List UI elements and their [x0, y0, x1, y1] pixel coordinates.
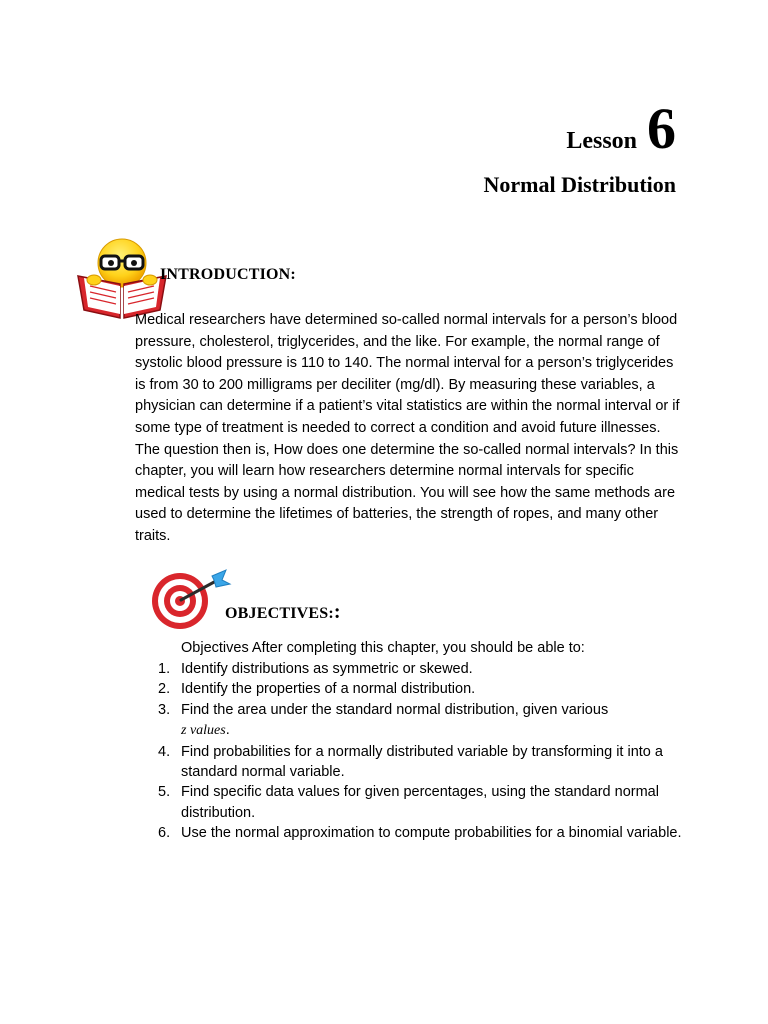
z-values-term: z values [181, 723, 226, 739]
lesson-word: Lesson [566, 128, 637, 154]
list-item-text: Find the area under the standard normal distribution, given various [181, 701, 609, 718]
z-values-period: . [225, 722, 230, 739]
list-item-number: 2. [158, 681, 171, 698]
objectives-heading-text: OBJECTIVES: [225, 605, 334, 622]
list-item [158, 782, 688, 823]
list-item-text: Identify distributions as symmetric or skewed. [181, 661, 473, 677]
list-item-text: Use the normal approximation to compute probabilities for a binomial variable. [181, 825, 682, 842]
list-item-text-wrap [181, 700, 688, 742]
lesson-number: 6 [647, 96, 676, 161]
list-item [158, 700, 688, 742]
introduction-paragraph: Medical researchers have determined so-called normal intervals for a person’s blood pressure, cholesterol, triglycerides, and the like. For example, the normal range of systolic blood pressure is 110 to 140. The normal interval for a person’s triglycerides is from 30 to 200 milligrams per deciliter (mg/dl). By measuring these variables, a physician can determine if a patient’s vital statistics are within the normal interval or if some type of treatment is needed to correct a condition and avoid future illnesses. The question then is, How does one determine the so-called normal intervals? In this chapter, you will learn how researchers determine normal intervals for specific medical tests by using a normal distribution. You will see how the same methods are used to determine the lifetimes of batteries, the strength of ropes, and many other traits. [135, 312, 680, 544]
target-arrow-icon [150, 568, 232, 632]
list-item [158, 659, 688, 679]
list-item-number: 6. [158, 825, 171, 842]
list-item-number: 4. [158, 743, 171, 760]
introduction-heading: INTRODUCTION: [160, 266, 296, 283]
list-item-text: Find specific data values for given percentages, using the standard normal distribution. [181, 784, 659, 821]
list-item-text: Identify the properties of a normal distribution. [181, 681, 476, 698]
list-item-text: Find probabilities for a normally distributed variable by transforming it into a standard normal variable. [181, 743, 663, 781]
list-item [158, 679, 688, 699]
objectives-list [158, 659, 688, 844]
list-item-number: 3. [158, 701, 171, 718]
lesson-title: Normal Distribution [483, 172, 676, 197]
list-item [158, 742, 688, 783]
objectives-heading [225, 601, 341, 624]
list-item-number: 1. [158, 661, 171, 677]
objectives-intro: Objectives After completing this chapter, you should be able to: [181, 640, 585, 656]
list-item [158, 823, 688, 843]
objectives-heading-colon: : [333, 601, 341, 623]
lesson-heading [566, 96, 676, 161]
list-item-number: 5. [158, 784, 171, 801]
